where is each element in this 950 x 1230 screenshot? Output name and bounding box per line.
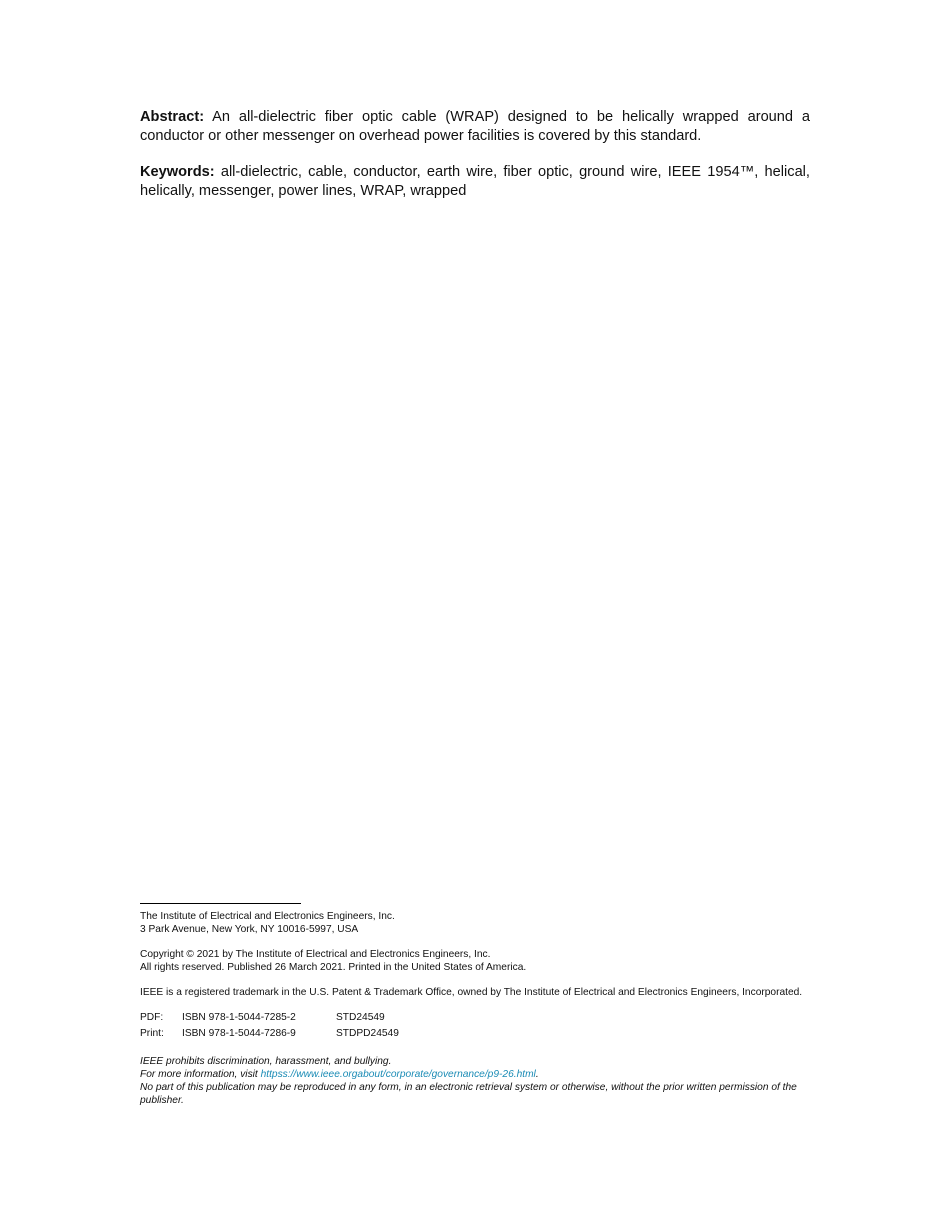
keywords-label: Keywords: — [140, 164, 215, 180]
isbn-table — [140, 1011, 399, 1043]
keywords-paragraph — [140, 163, 810, 201]
isbn-row-pdf — [140, 1011, 399, 1027]
isbn-stock-code: STDPD24549 — [336, 1028, 399, 1039]
publisher-block — [140, 910, 812, 936]
more-info-prefix: For more information, visit — [140, 1069, 261, 1080]
abstract-paragraph — [140, 108, 810, 146]
copyright-line: Copyright © 2021 by The Institute of Electrical and Electronics Engineers, Inc. — [140, 949, 491, 960]
isbn-row-print — [140, 1027, 399, 1043]
isbn-number: ISBN 978-1-5044-7286-9 — [182, 1028, 296, 1039]
abstract-text: An all-dielectric fiber optic cable (WRAP) designed to be helically wrapped around a conductor or other messenger on overhead power facilities is covered by this standard. — [140, 109, 811, 144]
keywords-text: all-dielectric, cable, conductor, earth wire, fiber optic, ground wire, IEEE 1954™, helical, helically, messenger, power lines, WRAP, wrapped — [140, 164, 810, 199]
copyright-block — [140, 948, 812, 974]
rights-line: All rights reserved. Published 26 March 2021. Printed in the United States of America. — [140, 962, 527, 973]
governance-link[interactable]: httpss://www.ieee.orgabout/corporate/governance/p9-26.html — [260, 1069, 536, 1080]
isbn-format-label: PDF: — [140, 1012, 164, 1023]
footer-divider — [140, 903, 301, 904]
isbn-number: ISBN 978-1-5044-7285-2 — [182, 1012, 296, 1023]
publisher-address: 3 Park Avenue, New York, NY 10016-5997, USA — [140, 924, 359, 935]
publisher-name: The Institute of Electrical and Electronics Engineers, Inc. — [140, 911, 395, 922]
discrimination-notice: IEEE prohibits discrimination, harassment, and bullying. — [140, 1056, 392, 1067]
abstract-label: Abstract: — [140, 109, 205, 125]
trademark-notice: IEEE is a registered trademark in the U.S. Patent & Trademark Office, owned by The Institute of Electrical and Electronics Engineers, Incorporated. — [140, 987, 803, 998]
isbn-stock-code: STD24549 — [336, 1012, 385, 1023]
reproduction-notice: No part of this publication may be reproduced in any form, in an electronic retrieval system or otherwise, without the prior written permission of the publisher. — [140, 1082, 797, 1106]
more-info-suffix: . — [535, 1069, 539, 1080]
copyright-footer — [140, 910, 812, 1119]
policy-notice — [140, 1055, 812, 1107]
more-info-line — [140, 1068, 812, 1081]
isbn-format-label: Print: — [140, 1028, 164, 1039]
abstract-section — [140, 108, 810, 218]
